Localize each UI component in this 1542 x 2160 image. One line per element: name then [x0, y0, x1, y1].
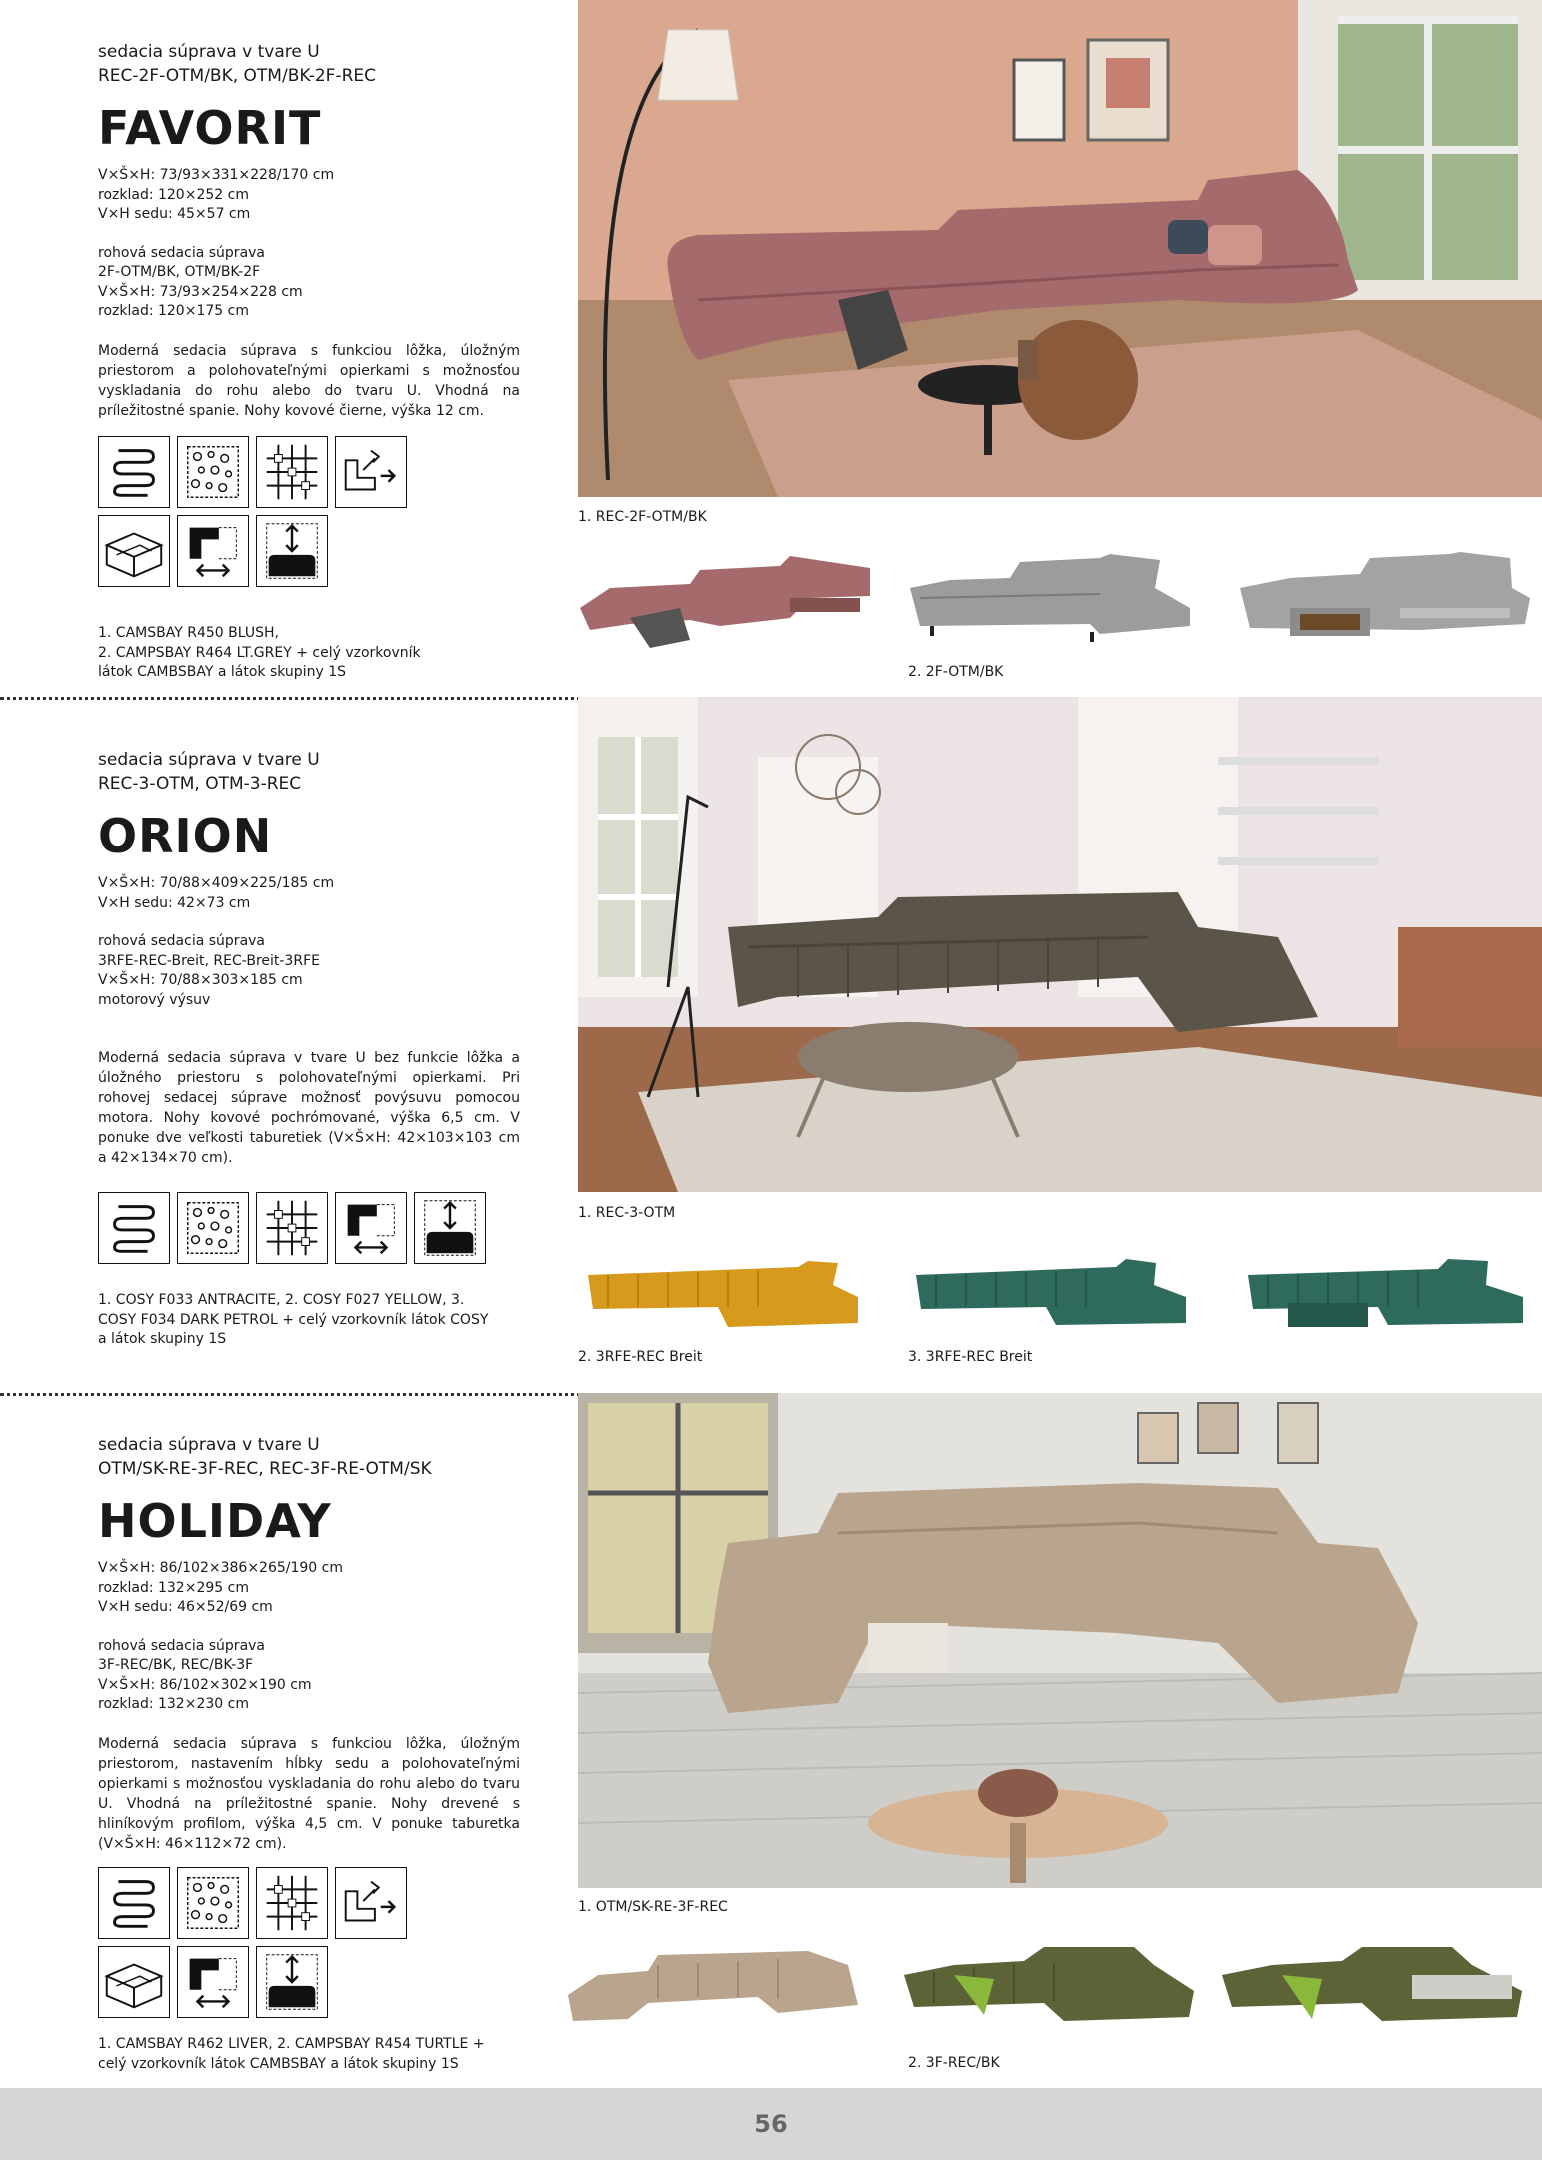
favorit-fabric-info	[98, 624, 528, 683]
holiday-variant-photo	[894, 1935, 1204, 2045]
section-orion	[0, 697, 1542, 1394]
orion-corner-spec-line: rohová sedacia súprava	[98, 933, 266, 949]
fabric-line: 1. CAMSBAY R450 BLUSH,	[98, 625, 279, 641]
holiday-variant-photo	[558, 1935, 878, 2045]
orion-corner-spec-line: 3RFE-REC-Breit, REC-Breit-3RFE	[98, 952, 320, 969]
orion-hero-caption: 1. REC-3-OTM	[578, 1205, 676, 1221]
fabric-line: 1. CAMSBAY R462 LIVER, 2. CAMPSBAY R454 TURTLE +	[98, 2036, 485, 2052]
page-footer	[0, 2088, 1542, 2160]
webbing-icon	[256, 436, 328, 508]
favorit-variant-photo	[1230, 548, 1535, 658]
holiday-corner-spec-line: 3F-REC/BK, REC/BK-3F	[98, 1657, 254, 1673]
holiday-corner-spec-line: rozklad: 132×230 cm	[98, 1696, 249, 1712]
foam-icon	[177, 1192, 249, 1264]
webbing-icon	[256, 1192, 328, 1264]
favorit-spec-line: rozklad: 120×252 cm	[98, 186, 249, 203]
orion-corner-spec-line: motorový výsuv	[98, 991, 211, 1008]
fabric-line: 2. CAMPSBAY R464 LT.GREY + celý vzorkovník	[98, 644, 421, 661]
orion-subtitle-type: sedacia súprava v tvare U	[98, 750, 320, 770]
orion-spec-line: V×H sedu: 42×73 cm	[98, 894, 251, 911]
favorit-description: Moderná sedacia súprava s funkciou lôžka, úložným priestorom a polohovateľnými opierkami s možnosťou vyskladania do rohu alebo do tvaru U. Vhodná na príležitostné spanie. Nohy kovové čierne, výška 12 cm.	[98, 342, 520, 419]
fabric-line: COSY F034 DARK PETROL + celý vzorkovník látok COSY	[98, 1311, 489, 1328]
holiday-spec-line: V×H sedu: 46×52/69 cm	[98, 1599, 273, 1615]
holiday-title: HOLIDAY	[98, 1494, 332, 1548]
corner-assembly-icon	[177, 1946, 249, 2018]
foam-icon	[177, 1867, 249, 1939]
springs-icon	[98, 1867, 170, 1939]
favorit-variant-photo	[570, 548, 875, 658]
holiday-variant-photo	[1212, 1935, 1532, 2045]
springs-icon	[98, 1192, 170, 1264]
fabric-line: látok CAMBSBAY a látok skupiny 1S	[98, 664, 346, 680]
favorit-hero-photo	[578, 0, 1542, 497]
storage-box-icon	[98, 1946, 170, 2018]
holiday-subtitle-type: sedacia súprava v tvare U	[98, 1435, 320, 1455]
holiday-variant-caption: 2. 3F-REC/BK	[908, 2055, 1000, 2071]
storage-box-icon	[98, 515, 170, 587]
holiday-description: Moderná sedacia súprava s funkciou lôžka, úložným priestorom, nastavením hĺbky sedu a polohovateľnými opierkami s možnosťou vyskladania do rohu alebo do tvaru U. Vhodná na príležitostné spanie. Nohy drevené s hliníkovým profilom, výška 4,5 cm. V ponuke taburetka (V×Š×H: 46×112×72 cm).	[98, 1735, 520, 1852]
webbing-icon	[256, 1867, 328, 1939]
orion-variant-caption: 3. 3RFE-REC Breit	[908, 1349, 1033, 1365]
orion-variant-photo	[1238, 1245, 1533, 1345]
corner-assembly-icon	[335, 1192, 407, 1264]
favorit-corner-spec-line: 2F-OTM/BK, OTM/BK-2F	[98, 264, 261, 280]
favorit-spec-line: V×H sedu: 45×57 cm	[98, 206, 251, 222]
sleeping-function-icon	[414, 1192, 486, 1264]
holiday-hero-caption: 1. OTM/SK-RE-3F-REC	[578, 1899, 728, 1915]
holiday-text-block	[98, 1433, 520, 1854]
page-number: 56	[754, 2110, 788, 2138]
orion-title: ORION	[98, 809, 273, 863]
holiday-spec-line: V×Š×H: 86/102×386×265/190 cm	[98, 1560, 343, 1576]
favorit-corner-spec-line: V×Š×H: 73/93×254×228 cm	[98, 283, 303, 300]
favorit-variant-caption: 2. 2F-OTM/BK	[908, 664, 1004, 680]
favorit-subtitle-type: sedacia súprava v tvare U	[98, 42, 320, 62]
sleeping-function-icon	[256, 515, 328, 587]
section-holiday	[0, 1393, 1542, 2088]
holiday-subtitle-models: OTM/SK-RE-3F-REC, REC-3F-RE-OTM/SK	[98, 1459, 432, 1479]
favorit-corner-spec-line: rohová sedacia súprava	[98, 244, 266, 261]
fabric-line: a látok skupiny 1S	[98, 1331, 227, 1347]
favorit-title: FAVORIT	[98, 101, 322, 155]
favorit-hero-caption: 1. REC-2F-OTM/BK	[578, 509, 707, 525]
orion-corner-spec-line: V×Š×H: 70/88×303×185 cm	[98, 972, 303, 988]
corner-assembly-icon	[177, 515, 249, 587]
adjustable-headrest-icon	[335, 436, 407, 508]
favorit-subtitle-models: REC-2F-OTM/BK, OTM/BK-2F-REC	[98, 66, 377, 86]
favorit-text-block	[98, 40, 520, 421]
orion-text-block	[98, 748, 520, 1168]
holiday-spec-line: rozklad: 132×295 cm	[98, 1579, 249, 1596]
favorit-spec-line: V×Š×H: 73/93×331×228/170 cm	[98, 167, 335, 183]
orion-variant-caption: 2. 3RFE-REC Breit	[578, 1349, 703, 1365]
orion-variant-photo	[906, 1245, 1196, 1345]
orion-subtitle-models: REC-3-OTM, OTM-3-REC	[98, 774, 302, 794]
orion-hero-photo	[578, 697, 1542, 1192]
foam-icon	[177, 436, 249, 508]
fabric-line: celý vzorkovník látok CAMBSBAY a látok skupiny 1S	[98, 2055, 459, 2072]
holiday-hero-photo	[578, 1393, 1542, 1888]
holiday-corner-spec-line: rohová sedacia súprava	[98, 1637, 266, 1654]
fabric-line: 1. COSY F033 ANTRACITE, 2. COSY F027 YELLOW, 3.	[98, 1292, 465, 1308]
sleeping-function-icon	[256, 1946, 328, 2018]
orion-spec-line: V×Š×H: 70/88×409×225/185 cm	[98, 875, 335, 891]
adjustable-headrest-icon	[335, 1867, 407, 1939]
section-favorit	[0, 0, 1542, 695]
springs-icon	[98, 436, 170, 508]
orion-description: Moderná sedacia súprava v tvare U bez funkcie lôžka a úložného priestoru s polohovateľnými opierkami. Pri rohovej sedacej súprave možnosť povýsuvu pomocou motora. Nohy kovové pochrómované, výška 6,5 cm. V ponuke dve veľkosti taburetiek (V×Š×H: 42×103×103 cm a 42×134×70 cm).	[98, 1050, 520, 1166]
orion-fabric-info	[98, 1291, 528, 1350]
favorit-corner-spec-line: rozklad: 120×175 cm	[98, 303, 249, 319]
favorit-variant-photo	[900, 548, 1210, 658]
holiday-corner-spec-line: V×Š×H: 86/102×302×190 cm	[98, 1676, 312, 1693]
holiday-fabric-info	[98, 2035, 528, 2074]
orion-variant-photo	[578, 1245, 863, 1345]
